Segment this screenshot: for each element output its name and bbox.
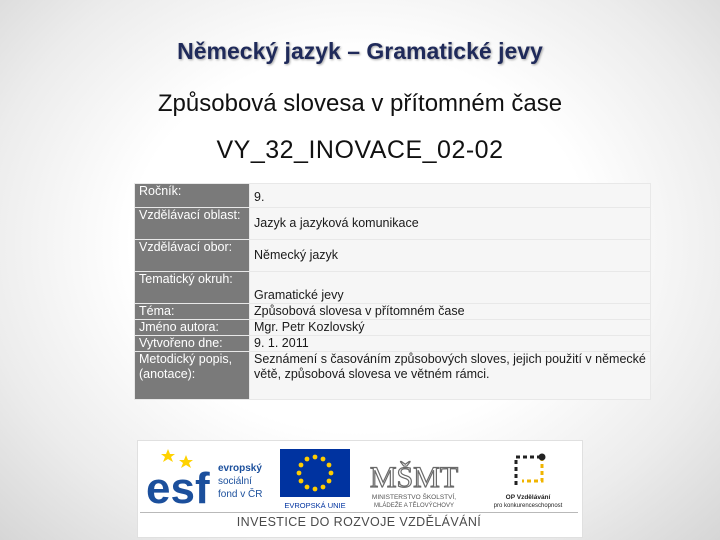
- esf-text-3: fond v ČR: [218, 489, 263, 500]
- row-value: Gramatické jevy: [250, 272, 651, 304]
- esf-mark: esf: [146, 464, 210, 513]
- eu-flag-icon: [280, 449, 350, 510]
- esf-text-2: sociální: [218, 476, 252, 487]
- esf-logo: [146, 449, 262, 513]
- row-value: Seznámení s časováním způsobových sloves, jejich použití v německé větě, způsobová slovesa ve větném rámci.: [250, 352, 651, 400]
- row-label: Vytvořeno dne:: [135, 336, 250, 352]
- banner-divider: [140, 512, 578, 513]
- slide-subtitle: Způsobová slovesa v přítomném čase: [157, 90, 563, 117]
- row-label: Tematický okruh:: [135, 272, 250, 304]
- row-label: Jméno autora:: [135, 320, 250, 336]
- banner-slogan: INVESTICE DO ROZVOJE VZDĚLÁVÁNÍ: [236, 515, 482, 529]
- msmt-caption-1: MINISTERSTVO ŠKOLSTVÍ,: [371, 494, 457, 501]
- logos-strip: [138, 441, 582, 513]
- metadata-table: [134, 183, 651, 400]
- op-vk-logo: [494, 454, 563, 510]
- msmt-logo: [370, 461, 458, 509]
- op-caption-1: OP Vzdělávání: [505, 494, 551, 501]
- row-label: Téma:: [135, 304, 250, 320]
- row-value: 9.: [250, 184, 651, 208]
- table-row: [135, 240, 651, 272]
- table-row: [135, 352, 651, 400]
- table-row: [135, 184, 651, 208]
- op-vk-mark-icon: [516, 454, 546, 486]
- table-row: [135, 336, 651, 352]
- row-value: Jazyk a jazyková komunikace: [250, 208, 651, 240]
- slide-title: Německý jazyk – Gramatické jevy: [177, 38, 543, 64]
- table-row: [135, 304, 651, 320]
- eu-caption: EVROPSKÁ UNIE: [284, 501, 346, 510]
- row-label: Ročník:: [135, 184, 250, 208]
- row-label: Vzdělávací obor:: [135, 240, 250, 272]
- row-value: 9. 1. 2011: [250, 336, 651, 352]
- row-value: Způsobová slovesa v přítomném čase: [250, 304, 651, 320]
- table-row: [135, 320, 651, 336]
- material-code: VY_32_INOVACE_02-02: [216, 136, 504, 164]
- table-row: [135, 272, 651, 304]
- row-value: Německý jazyk: [250, 240, 651, 272]
- row-value: Mgr. Petr Kozlovský: [250, 320, 651, 336]
- row-label: Metodický popis, (anotace):: [135, 352, 250, 400]
- esf-text-1: evropský: [218, 463, 262, 474]
- msmt-caption-2: MLÁDEŽE A TĚLOVÝCHOVY: [374, 503, 454, 509]
- op-caption-2: pro konkurenceschopnost: [493, 503, 563, 509]
- row-label: Vzdělávací oblast:: [135, 208, 250, 240]
- msmt-mark: MŠMT: [369, 461, 459, 494]
- table-row: [135, 208, 651, 240]
